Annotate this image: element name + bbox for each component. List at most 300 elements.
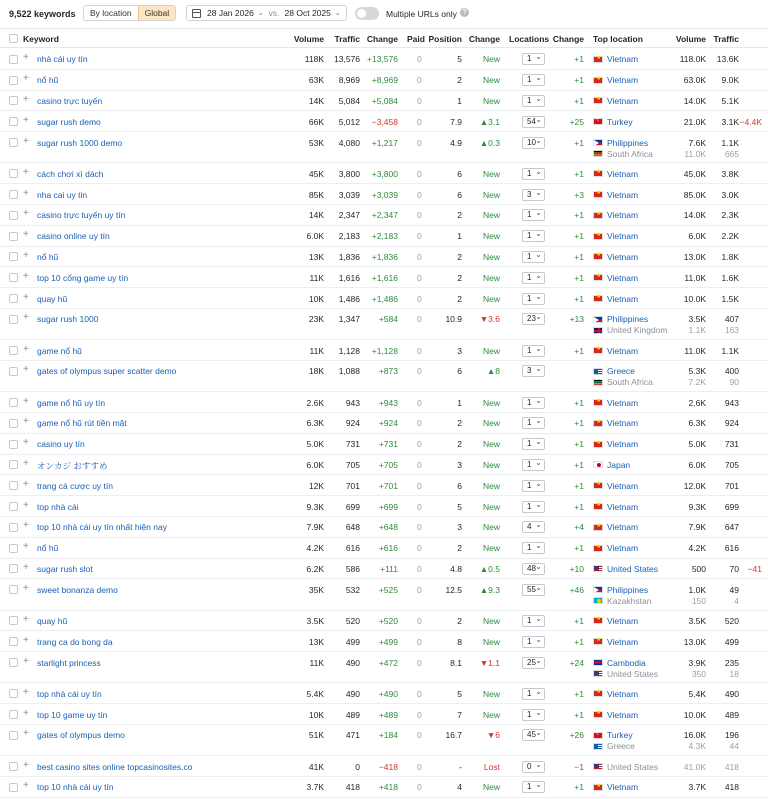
paid-value: 0 [417, 231, 422, 242]
position-value: 6 [457, 168, 462, 179]
top-location-name[interactable]: Japan [607, 459, 631, 470]
row-checkbox[interactable] [9, 96, 18, 105]
keyword-link[interactable]: nhà cái uy tín [37, 54, 88, 65]
row-checkbox[interactable] [9, 315, 18, 324]
locations-select[interactable]: 1 ⌄ [522, 459, 545, 471]
position-value: 2 [457, 543, 462, 554]
location-traffic-change: −41 [747, 563, 762, 574]
locations-select[interactable]: 4 ⌄ [522, 521, 545, 533]
paid-value: 0 [417, 418, 422, 429]
table-row[interactable] [0, 559, 768, 580]
keyword-link[interactable]: top 10 nhà cái uy tín [37, 782, 114, 793]
col-position-change[interactable]: Change [468, 34, 500, 44]
location-volume: 4.3K [688, 741, 706, 752]
keyword-link[interactable]: nổ hũ [37, 251, 59, 262]
location-traffic: 90 [729, 377, 739, 388]
locations-select[interactable]: 1 ⌄ [522, 293, 545, 305]
add-icon[interactable]: + [23, 437, 29, 449]
row-checkbox[interactable] [9, 211, 18, 220]
top-location-name[interactable]: Vietnam [607, 293, 639, 304]
keyword-link[interactable]: sugar rush 1000 demo [37, 137, 123, 148]
keyword-link[interactable]: sugar rush slot [37, 563, 93, 574]
add-icon[interactable]: + [23, 135, 29, 147]
add-icon[interactable]: + [23, 114, 29, 126]
volume-value: 6.0K [306, 459, 324, 470]
select-all-checkbox[interactable] [9, 34, 18, 43]
location-scope-switch [83, 5, 176, 21]
table-row[interactable] [0, 652, 768, 683]
location-volume: 11.0K [684, 345, 706, 356]
help-icon[interactable]: ? [460, 8, 469, 17]
col-change[interactable]: Change [366, 34, 398, 44]
table-row[interactable] [0, 611, 768, 632]
multiple-urls-toggle[interactable] [355, 7, 379, 20]
position-value: 7.9 [450, 116, 462, 127]
table-row[interactable] [0, 756, 768, 777]
location-volume: 150 [691, 595, 706, 606]
table-row[interactable] [0, 455, 768, 476]
locations-select[interactable]: 1 ⌄ [522, 501, 545, 513]
traffic-change: +699 [378, 501, 398, 512]
locations-select[interactable]: 3 ⌄ [522, 365, 545, 377]
row-checkbox[interactable] [9, 544, 18, 553]
top-location-name[interactable]: Vietnam [607, 189, 639, 200]
add-icon[interactable]: + [23, 270, 29, 282]
location-volume: 45.0K [683, 168, 706, 179]
locations-select[interactable]: 1 ⌄ [522, 53, 545, 65]
add-icon[interactable]: + [23, 364, 29, 376]
locations-select[interactable]: 54 ⌄ [522, 116, 545, 128]
volume-value: 23K [308, 314, 324, 325]
locations-select[interactable]: 1 ⌄ [522, 95, 545, 107]
top-location-name[interactable]: Vietnam [607, 439, 639, 450]
keyword-link[interactable]: top 10 cổng game uy tín [37, 272, 129, 283]
location-traffic: 2.3K [721, 210, 739, 221]
keyword-link[interactable]: casino trực tuyến uy tín [37, 210, 126, 221]
location-volume: 4.2K [688, 543, 706, 554]
row-checkbox[interactable] [9, 710, 18, 719]
top-location-name[interactable]: Vietnam [607, 75, 639, 86]
row-checkbox[interactable] [9, 762, 18, 771]
row-checkbox[interactable] [9, 346, 18, 355]
vn-flag-icon [593, 441, 603, 448]
keyword-link[interactable]: game nổ hũ rút tiền mặt [37, 418, 127, 429]
locations-select[interactable]: 1 ⌄ [522, 251, 545, 263]
table-row[interactable] [0, 288, 768, 309]
locations-select[interactable]: 1 ⌄ [522, 168, 545, 180]
date-to: 28 Oct 2025 [284, 8, 331, 18]
locations-select[interactable]: 1 ⌄ [522, 417, 545, 429]
locations-change: +1 [574, 95, 584, 106]
locations-select[interactable]: 1 ⌄ [522, 781, 545, 793]
add-icon[interactable]: + [23, 728, 29, 740]
volume-value: 66K [308, 116, 324, 127]
locations-select[interactable]: 1 ⌄ [522, 688, 545, 700]
table-row[interactable] [0, 361, 768, 392]
paid-value: 0 [417, 272, 422, 283]
position-value: - [459, 761, 462, 772]
add-icon[interactable]: + [23, 229, 29, 241]
paid-value: 0 [417, 615, 422, 626]
table-row[interactable] [0, 91, 768, 112]
add-icon[interactable]: + [23, 93, 29, 105]
vn-flag-icon [593, 253, 603, 260]
locations-select[interactable]: 55 ⌄ [522, 584, 545, 596]
keyword-link[interactable]: nha cai uy tin [37, 189, 88, 200]
add-icon[interactable]: + [23, 780, 29, 792]
keyword-link[interactable]: cách chơi xì dách [37, 168, 104, 179]
top-location-name[interactable]: Vietnam [607, 522, 639, 533]
top-location-name[interactable]: Greece [607, 366, 635, 377]
keyword-link[interactable]: nổ hũ [37, 543, 59, 554]
locations-select[interactable]: 1 ⌄ [522, 397, 545, 409]
locations-select[interactable]: 1 ⌄ [522, 438, 545, 450]
add-icon[interactable]: + [23, 187, 29, 199]
location-traffic-change: −4.4K [739, 116, 762, 127]
add-icon[interactable]: + [23, 541, 29, 553]
table-row[interactable] [0, 205, 768, 226]
top-location-name[interactable]: Philippines [607, 314, 649, 325]
col-top-location[interactable]: Top location [593, 34, 643, 44]
row-checkbox[interactable] [9, 502, 18, 511]
locations-select[interactable]: 1 ⌄ [522, 636, 545, 648]
add-icon[interactable]: + [23, 312, 29, 324]
location-volume: 41.0K [683, 761, 706, 772]
location-traffic: 163 [724, 325, 739, 336]
col-traffic[interactable]: Traffic [334, 34, 360, 44]
top-location-name[interactable]: Turkey [607, 730, 633, 741]
table-row[interactable] [0, 579, 768, 610]
keyword-link[interactable]: top 10 game uy tín [37, 709, 108, 720]
table-row[interactable] [0, 631, 768, 652]
top-location-name[interactable]: Vietnam [607, 636, 639, 647]
row-checkbox[interactable] [9, 460, 18, 469]
traffic-change: −418 [378, 761, 398, 772]
add-icon[interactable]: + [23, 634, 29, 646]
locations-select[interactable]: 1 ⌄ [522, 480, 545, 492]
global-button[interactable]: Global [138, 6, 176, 20]
keyword-link[interactable]: gates of olympus super scatter demo [37, 366, 177, 377]
top-location-name[interactable]: Cambodia [607, 657, 646, 668]
add-icon[interactable]: + [23, 478, 29, 490]
table-row[interactable] [0, 132, 768, 163]
row-checkbox[interactable] [9, 398, 18, 407]
row-checkbox[interactable] [9, 481, 18, 490]
col-paid[interactable]: Paid [407, 34, 425, 44]
locations-select[interactable]: 1 ⌄ [522, 542, 545, 554]
locations-select[interactable]: 1 ⌄ [522, 209, 545, 221]
add-icon[interactable]: + [23, 208, 29, 220]
position-change: New [482, 345, 500, 356]
keyword-link[interactable]: オンカジ おすすめ [37, 460, 108, 471]
add-icon[interactable]: + [23, 655, 29, 667]
table-row[interactable] [0, 777, 768, 798]
keyword-link[interactable]: best casino sites online topcasinosites.co [37, 761, 193, 772]
location-volume: 63.0K [683, 75, 706, 86]
top-location-name[interactable]: Vietnam [607, 95, 639, 106]
traffic-value: 699 [345, 501, 360, 512]
col-volume[interactable]: Volume [293, 34, 324, 44]
location-traffic: 44 [729, 741, 739, 752]
add-icon[interactable]: + [23, 166, 29, 178]
top-location-name[interactable]: Vietnam [607, 709, 639, 720]
top-location-name[interactable]: Vietnam [607, 168, 639, 179]
top-location-name[interactable]: Turkey [607, 116, 633, 127]
traffic-value: 520 [345, 615, 360, 626]
volume-value: 7.9K [306, 522, 324, 533]
keyword-link[interactable]: starlight princess [37, 657, 101, 668]
locations-select[interactable]: 1 ⌄ [522, 615, 545, 627]
table-row[interactable] [0, 267, 768, 288]
position-change: New [482, 782, 500, 793]
table-row[interactable] [0, 434, 768, 455]
keyword-link[interactable]: sugar rush demo [37, 116, 101, 127]
traffic-change: +1,128 [371, 345, 398, 356]
top-location-name[interactable]: Vietnam [607, 345, 639, 356]
col-location-volume[interactable]: Volume [675, 34, 706, 44]
add-icon[interactable]: + [23, 759, 29, 771]
paid-value: 0 [417, 54, 422, 65]
table-row[interactable] [0, 517, 768, 538]
col-locations[interactable]: Locations [509, 34, 550, 44]
keyword-link[interactable]: sweet bonanza demo [37, 584, 118, 595]
location-volume: 3.9K [688, 657, 706, 668]
keyword-link[interactable]: quay hũ [37, 293, 68, 304]
location-traffic: 699 [724, 501, 739, 512]
volume-value: 11K [309, 345, 324, 356]
top-location-name[interactable]: Vietnam [607, 543, 639, 554]
top-location-name[interactable]: Vietnam [607, 501, 639, 512]
add-icon[interactable]: + [23, 395, 29, 407]
row-checkbox[interactable] [9, 169, 18, 178]
position-change: New [482, 688, 500, 699]
vn-flag-icon [593, 617, 603, 624]
traffic-change: +731 [378, 439, 398, 450]
position-value: 5 [457, 54, 462, 65]
top-location-name[interactable]: Vietnam [607, 231, 639, 242]
traffic-change: +13,576 [367, 54, 398, 65]
add-icon[interactable]: + [23, 249, 29, 261]
top-location-name[interactable]: Philippines [607, 137, 649, 148]
location-traffic: 5.1K [721, 95, 739, 106]
locations-select[interactable]: 0 ⌄ [522, 761, 545, 773]
location-traffic: 418 [724, 761, 739, 772]
col-location-traffic[interactable]: Traffic [713, 34, 739, 44]
row-checkbox[interactable] [9, 689, 18, 698]
traffic-value: 705 [345, 459, 360, 470]
row-checkbox[interactable] [9, 117, 18, 126]
locations-select[interactable]: 1 ⌄ [522, 709, 545, 721]
traffic-change: +520 [378, 615, 398, 626]
position-value: 3 [457, 459, 462, 470]
keyword-link[interactable]: trang cá cược uy tín [37, 480, 113, 491]
top-location-name[interactable]: Vietnam [607, 210, 639, 221]
locations-change: +1 [574, 75, 584, 86]
kz-flag-icon [593, 597, 603, 604]
top-location-name[interactable]: Vietnam [607, 54, 639, 65]
top-location-name[interactable]: United States [607, 563, 659, 574]
position-change: ▲0.5 [479, 563, 500, 574]
row-checkbox[interactable] [9, 419, 18, 428]
locations-select[interactable]: 1 ⌄ [522, 345, 545, 357]
position-value: 8 [457, 636, 462, 647]
location-traffic: 490 [724, 688, 739, 699]
position-value: 16.7 [445, 730, 462, 741]
keyword-link[interactable]: nổ hũ [37, 75, 59, 86]
row-checkbox[interactable] [9, 138, 18, 147]
table-row[interactable] [0, 683, 768, 704]
table-row[interactable] [0, 184, 768, 205]
row-checkbox[interactable] [9, 76, 18, 85]
keyword-link[interactable]: top nhà cái [37, 501, 79, 512]
row-checkbox[interactable] [9, 55, 18, 64]
table-row[interactable] [0, 309, 768, 340]
locations-select[interactable]: 10 ⌄ [522, 137, 545, 149]
table-row[interactable] [0, 725, 768, 756]
keyword-link[interactable]: top 10 nhà cái uy tín nhất hiện nay [37, 522, 167, 533]
keyword-link[interactable]: trang ca do bong da [37, 636, 113, 647]
locations-select[interactable]: 1 ⌄ [522, 74, 545, 86]
table-row[interactable] [0, 247, 768, 268]
row-checkbox[interactable] [9, 440, 18, 449]
vs-label: vs. [268, 8, 280, 18]
keyword-link[interactable]: game nổ hũ [37, 345, 82, 356]
table-row[interactable] [0, 475, 768, 496]
row-checkbox[interactable] [9, 564, 18, 573]
table-row[interactable] [0, 538, 768, 559]
add-icon[interactable]: + [23, 343, 29, 355]
table-row[interactable] [0, 111, 768, 132]
table-row[interactable] [0, 413, 768, 434]
row-checkbox[interactable] [9, 658, 18, 667]
table-row[interactable] [0, 340, 768, 361]
vn-flag-icon [593, 524, 603, 531]
locations-select[interactable]: 23 ⌄ [522, 313, 545, 325]
table-row[interactable] [0, 70, 768, 91]
row-checkbox[interactable] [9, 523, 18, 532]
top-location-name[interactable]: Vietnam [607, 480, 639, 491]
add-icon[interactable]: + [23, 52, 29, 64]
top-location-name[interactable]: Vietnam [607, 615, 639, 626]
keyword-link[interactable]: top nhà cái uy tín [37, 688, 102, 699]
col-position[interactable]: Position [428, 34, 462, 44]
row-checkbox[interactable] [9, 232, 18, 241]
locations-select[interactable]: 48 ⌄ [522, 563, 545, 575]
volume-value: 11K [309, 272, 324, 283]
locations-select[interactable]: 3 ⌄ [522, 189, 545, 201]
add-icon[interactable]: + [23, 582, 29, 594]
locations-select[interactable]: 45 ⌄ [522, 729, 545, 741]
table-row[interactable] [0, 226, 768, 247]
location-traffic: 400 [724, 366, 739, 377]
position-value: 3 [457, 345, 462, 356]
add-icon[interactable]: + [23, 561, 29, 573]
paid-value: 0 [417, 563, 422, 574]
traffic-value: 471 [345, 730, 360, 741]
position-change: New [482, 439, 500, 450]
keyword-link[interactable]: quay hũ [37, 615, 68, 626]
locations-select[interactable]: 1 ⌄ [522, 230, 545, 242]
keyword-link[interactable]: game nổ hũ uy tín [37, 397, 106, 408]
add-icon[interactable]: + [23, 291, 29, 303]
top-location-name[interactable]: Vietnam [607, 688, 639, 699]
locations-select[interactable]: 25 ⌄ [522, 657, 545, 669]
keyword-link[interactable]: gates of olympus demo [37, 730, 125, 741]
volume-value: 118K [304, 54, 324, 65]
table-row[interactable] [0, 496, 768, 517]
add-icon[interactable]: + [23, 416, 29, 428]
row-checkbox[interactable] [9, 585, 18, 594]
table-row[interactable] [0, 704, 768, 725]
add-icon[interactable]: + [23, 613, 29, 625]
keyword-link[interactable]: sugar rush 1000 [37, 314, 99, 325]
location-volume: 7.2K [688, 377, 706, 388]
volume-value: 10K [308, 709, 324, 720]
row-checkbox[interactable] [9, 190, 18, 199]
traffic-value: 0 [355, 761, 360, 772]
keyword-link[interactable]: casino trực tuyến [37, 95, 103, 106]
row-checkbox[interactable] [9, 252, 18, 261]
paid-value: 0 [417, 480, 422, 491]
location-traffic: 943 [724, 397, 739, 408]
row-checkbox[interactable] [9, 273, 18, 282]
add-icon[interactable]: + [23, 457, 29, 469]
location-volume: 6.0K [688, 231, 706, 242]
keyword-link[interactable]: casino online uy tín [37, 231, 110, 242]
location-traffic: 499 [724, 636, 739, 647]
volume-value: 14K [308, 210, 324, 221]
keyword-count: 9,522 keywords [9, 9, 76, 19]
keyword-link[interactable]: casino uy tín [37, 439, 85, 450]
volume-value: 35K [308, 584, 324, 595]
locations-change: +1 [574, 615, 584, 626]
paid-value: 0 [417, 439, 422, 450]
by-location-button[interactable]: By location [84, 6, 138, 20]
locations-select[interactable]: 1 ⌄ [522, 272, 545, 284]
traffic-change: +705 [378, 459, 398, 470]
col-keyword[interactable]: Keyword [23, 34, 59, 44]
position-change: New [482, 543, 500, 554]
row-checkbox[interactable] [9, 783, 18, 792]
row-checkbox[interactable] [9, 294, 18, 303]
table-row[interactable] [0, 163, 768, 184]
locations-change: +1 [574, 709, 584, 720]
top-location-name[interactable]: Vietnam [607, 782, 639, 793]
add-icon[interactable]: + [23, 520, 29, 532]
top-location-name[interactable]: Vietnam [607, 418, 639, 429]
top-location-name[interactable]: Philippines [607, 584, 649, 595]
row-checkbox[interactable] [9, 367, 18, 376]
top-location-name[interactable]: Vietnam [607, 397, 639, 408]
add-icon[interactable]: + [23, 499, 29, 511]
top-location-name[interactable]: Vietnam [607, 272, 639, 283]
col-locations-change[interactable]: Change [552, 34, 584, 44]
ph-flag-icon [593, 316, 603, 323]
add-icon[interactable]: + [23, 707, 29, 719]
table-row[interactable] [0, 49, 768, 70]
top-location-name[interactable]: Vietnam [607, 251, 639, 262]
row-checkbox[interactable] [9, 731, 18, 740]
location-volume: 11.0K [684, 148, 706, 159]
date-range-picker[interactable] [186, 5, 347, 21]
locations-change: +4 [574, 522, 584, 533]
add-icon[interactable]: + [23, 73, 29, 85]
table-row[interactable] [0, 392, 768, 413]
position-change: New [482, 480, 500, 491]
add-icon[interactable]: + [23, 686, 29, 698]
row-checkbox[interactable] [9, 616, 18, 625]
row-checkbox[interactable] [9, 637, 18, 646]
